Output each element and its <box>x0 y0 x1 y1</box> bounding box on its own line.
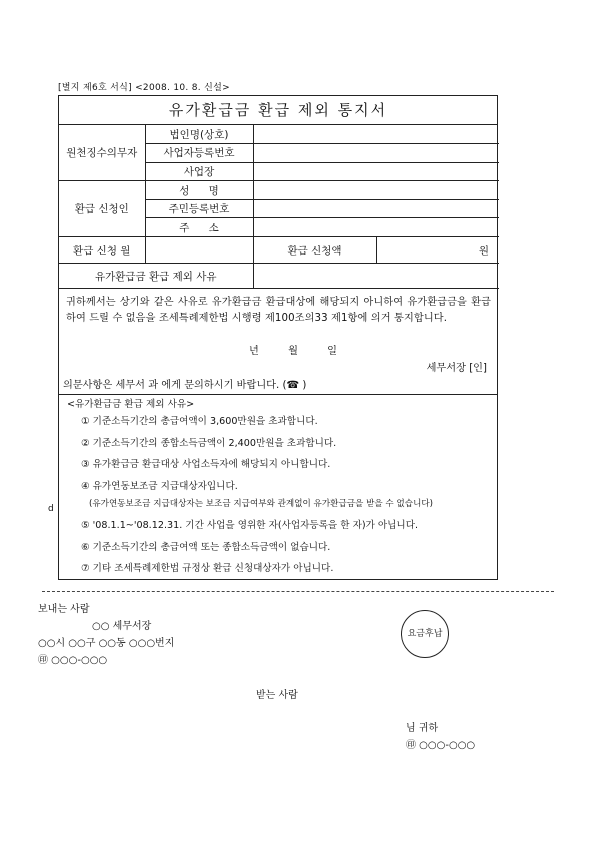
sender-office: ○○ 세무서장 <box>92 621 152 632</box>
applicant-label: 환급 신청인 <box>59 181 145 237</box>
field-label: 사업장 <box>145 162 253 181</box>
table-row <box>59 181 499 200</box>
field-label: 법인명(상호) <box>145 125 253 144</box>
date-line: 년 월 일 <box>249 346 337 358</box>
table-row <box>59 125 499 144</box>
field-label: 사업자등록번호 <box>145 144 253 163</box>
exclusion-reason-value[interactable] <box>253 264 499 289</box>
withholding-agent-label: 원천징수의무자 <box>59 125 145 181</box>
margin-mark: d <box>48 504 54 514</box>
info-table <box>59 125 499 289</box>
postage-stamp: 요금후납 <box>401 610 449 658</box>
reasons-list <box>59 395 497 579</box>
field-value[interactable] <box>253 125 499 144</box>
reasons-heading: <유가환급금 환급 제외 사유> <box>67 399 195 411</box>
list-item: ③ 유가환급금 환급대상 사업소득자에 해당되지 아니합니다. <box>81 459 331 471</box>
table-row <box>59 264 499 289</box>
list-item: ⑤ '08.1.1~'08.12.31. 기간 사업을 영위한 자(사업자등록을 한 자)가 아닙니다. <box>81 520 419 532</box>
field-label: 주 소 <box>145 218 253 237</box>
notice-paragraph: 귀하께서는 상기와 같은 사유로 유가환급금 환급대상에 해당되지 아니하여 유가환급금을 환급하여 드릴 수 없음을 조세특례제한법 시행령 제100조의33 제1항에 의거 통지합니다. <box>66 297 491 325</box>
form-header: [별지 제6호 서식] <2008. 10. 8. 신설> <box>58 83 230 93</box>
list-item: ① 기준소득기간의 총급여액이 3,600만원을 초과합니다. <box>81 416 318 428</box>
field-value[interactable] <box>253 218 499 237</box>
list-item: ② 기준소득기간의 종합소득금액이 2,400만원을 초과합니다. <box>81 437 337 449</box>
inquiry-line: 의문사항은 세무서 과 에게 문의하시기 바랍니다. (☎ ) <box>63 380 307 392</box>
application-month-label: 환급 신청 월 <box>59 237 145 264</box>
amount-unit: 원 <box>376 237 499 264</box>
receiver-postcode: ㊞ ○○○-○○○ <box>406 740 476 751</box>
field-value[interactable] <box>253 181 499 200</box>
exclusion-reason-label: 유가환급금 환급 제외 사유 <box>59 264 253 289</box>
sender-address: ○○시 ○○구 ○○동 ○○○번지 <box>38 638 175 649</box>
cut-line <box>42 591 554 592</box>
sender-label: 보내는 사람 <box>38 604 90 615</box>
list-item: ⑥ 기준소득기간의 총급여액 또는 종합소득금액이 없습니다. <box>81 541 331 553</box>
field-value[interactable] <box>253 199 499 218</box>
form-title: 유가환급금 환급 제외 통지서 <box>59 96 497 125</box>
field-label: 주민등록번호 <box>145 199 253 218</box>
receiver-label: 받는 사람 <box>256 690 298 701</box>
application-month-value[interactable] <box>145 237 253 264</box>
notice-form <box>58 95 498 580</box>
field-value[interactable] <box>253 144 499 163</box>
signatory: 세무서장 [인] <box>426 363 487 375</box>
list-item: ⑦ 기타 조세특례제한법 규정상 환급 신청대상자가 아닙니다. <box>81 563 334 575</box>
sender-postcode: ㊞ ○○○-○○○ <box>38 655 108 666</box>
field-label: 성 명 <box>145 181 253 200</box>
field-value[interactable] <box>253 162 499 181</box>
table-row <box>59 237 499 264</box>
list-item: ④ 유가연동보조금 지급대상자입니다. <box>81 480 238 492</box>
reason-note: (유가연동보조금 지급대상자는 보조금 지급여부와 관계없이 유가환급금을 받을 수 없습니다) <box>89 498 434 509</box>
notice-body <box>59 289 497 395</box>
receiver-honorific: 님 귀하 <box>406 723 439 734</box>
application-amount-label: 환급 신청액 <box>253 237 376 264</box>
